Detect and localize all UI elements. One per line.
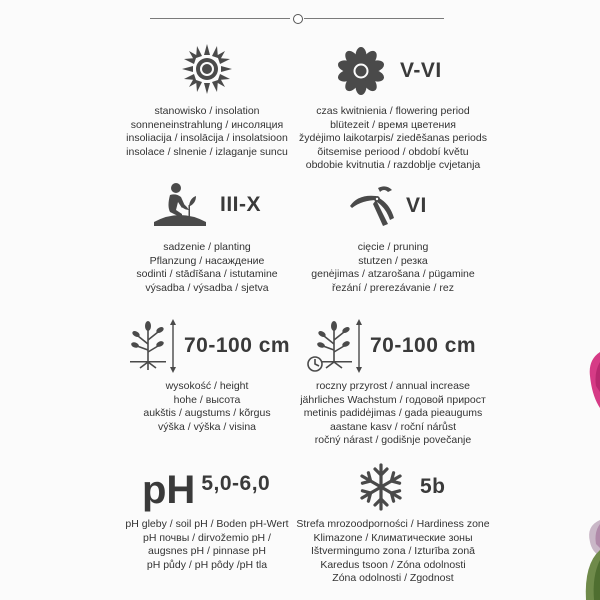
desc-line: hohe / высота [173,393,241,406]
desc-line: pH gleby / soil pH / Boden pH-Wert [125,518,289,530]
annual-increase-description [283,380,503,448]
desc-line: blütezeit / время цветения [330,118,456,131]
desc-line: Klimazone / Климатические зоны [313,531,473,544]
annual-growth-icon [306,318,364,374]
desc-line: ročný nárast / godišnje povečanje [314,434,472,447]
desc-line: pH почвы / dirvožemio pH / [143,531,271,544]
hardiness-description [283,518,503,586]
top-divider-ornament [293,14,303,24]
hardiness-header [356,462,446,512]
pruning-header [348,184,427,228]
desc-line: czas kwitnienia / flowering period [316,105,470,117]
height-value: 70-100 cm [184,334,291,357]
desc-line: sadzenie / planting [163,241,251,253]
desc-line: výška / výška / visina [157,420,257,433]
desc-line: sodinti / stādīšana / istutamine [136,268,278,281]
desc-line: Zóna odolnosti / Zgodnost [332,572,454,585]
desc-line: Pflanzung / насаждение [149,254,265,267]
desc-line: Strefa mrozoodporności / Hardiness zone [296,518,490,530]
sun-icon [180,42,234,96]
desc-line: insolace / slnenie / izlaganje suncu [126,145,288,158]
planting-person-icon [152,182,208,228]
desc-line: augsnes pH / pinnase pH [148,545,266,558]
flowering-value: V-VI [400,59,442,82]
soil-ph-value: 5,0-6,0 [201,472,271,495]
desc-line: metinis padidėjimas / gada pieaugums [303,407,483,420]
planting-header [152,182,261,228]
pruning-shears-icon [348,184,396,228]
desc-line: insoliacija / insolācija / insolatsioon [126,132,288,145]
desc-line: výsadba / výsadba / sjetva [145,281,269,294]
desc-line: roczny przyrost / annual increase [315,380,471,392]
flowering-description [283,105,503,173]
desc-line: aukštis / augstums / kõrgus [143,407,271,420]
snowflake-icon [356,462,406,512]
pruning-value: VI [406,194,427,217]
desc-line: stutzen / резка [358,254,428,267]
plant-height-icon [128,318,178,374]
desc-line: õitsemise periood / období květu [317,145,469,158]
desc-line: žydėjimo laikotarpis/ ziedēšanas periods [299,132,487,145]
annual-increase-value: 70-100 cm [370,334,477,357]
desc-line: Karedus tsoon / Zóna odolnosti [320,558,466,571]
hardiness-value: 5b [420,475,446,498]
desc-line: Ištvermingumo zona / Izturība zonā [311,545,475,558]
desc-line: stanowisko / insolation [154,105,260,117]
flowering-header [336,46,442,96]
height-header [128,318,290,374]
desc-line: wysokość / height [165,380,249,392]
flower-icon [336,46,386,96]
top-divider-right [304,18,444,19]
planting-value: III-X [220,193,262,216]
pink-flower-edge-image [586,352,600,408]
top-divider-left [150,18,290,19]
desc-line: sonneneinstrahlung / инсоляция [130,118,284,131]
desc-line: řezání / prerezávanie / rez [332,281,454,294]
desc-line: cięcie / pruning [357,241,429,253]
pruning-description [283,241,503,295]
tulip-edge-image [578,520,600,600]
desc-line: obdobie kvitnutia / razdoblje cvjetanja [305,159,481,172]
insolation-header [180,42,234,96]
desc-line: genėjimas / atzarošana / pügamine [311,268,475,281]
desc-line: pH půdy / pH pôdy /pH tla [146,558,268,571]
desc-line: aastane kasv / roční nárůst [329,420,457,433]
ph-icon: pH [142,468,196,512]
soil-ph-header [142,470,270,510]
desc-line: jährliches Wachstum / годовой прирост [300,393,486,406]
annual-increase-header [306,318,476,374]
